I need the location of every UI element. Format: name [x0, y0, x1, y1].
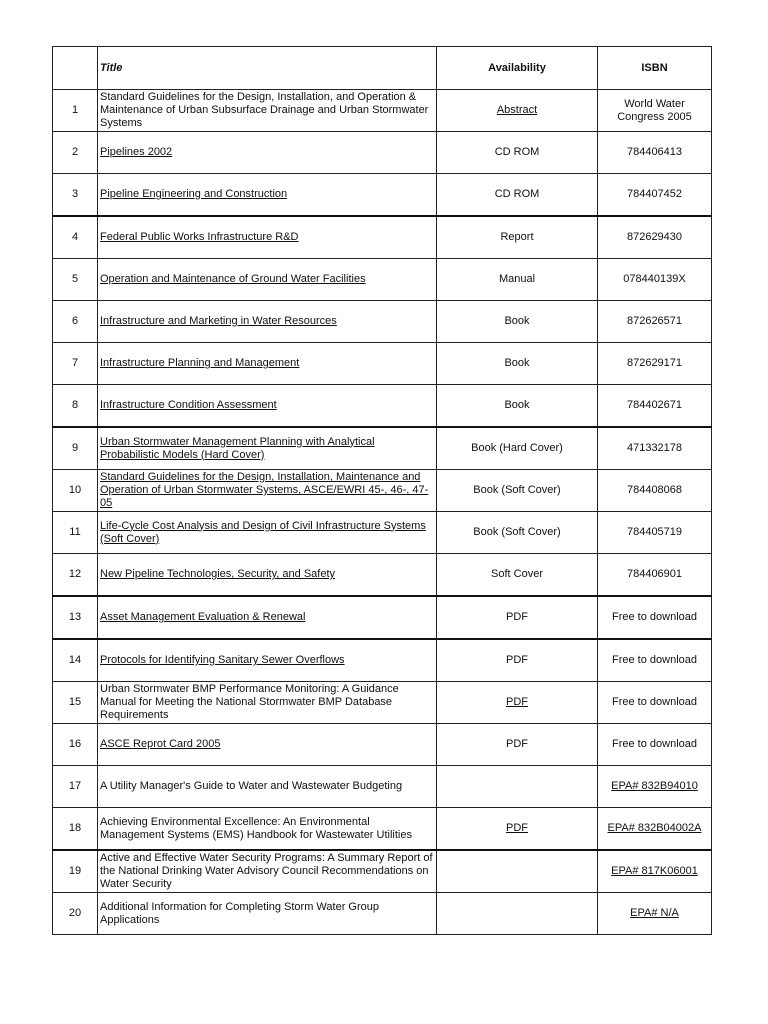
title-cell — [98, 554, 437, 597]
isbn-cell — [598, 132, 712, 174]
row-number: 3 — [53, 174, 98, 217]
table-row — [53, 512, 712, 554]
availability-text: Book — [504, 357, 530, 369]
isbn-text: 872629171 — [626, 357, 683, 369]
isbn-link[interactable]: EPA# N/A — [630, 907, 679, 919]
row-number: 17 — [53, 766, 98, 808]
isbn-cell — [598, 470, 712, 512]
row-number: 14 — [53, 639, 98, 682]
isbn-text: Free to download — [612, 654, 697, 666]
title-cell — [98, 90, 437, 132]
row-number: 8 — [53, 385, 98, 428]
isbn-text: World Water Congress 2005 — [617, 97, 692, 123]
row-number: 5 — [53, 259, 98, 301]
isbn-text: 784408068 — [626, 484, 683, 496]
availability-cell — [437, 90, 598, 132]
isbn-cell — [598, 259, 712, 301]
title-link[interactable]: Infrastructure Planning and Management — [100, 357, 300, 369]
title-cell — [98, 766, 437, 808]
availability-cell — [437, 893, 598, 935]
title-cell — [98, 512, 437, 554]
availability-text: Book (Soft Cover) — [473, 526, 561, 538]
row-number: 13 — [53, 596, 98, 639]
isbn-text: 784406901 — [626, 568, 683, 580]
availability-cell — [437, 301, 598, 343]
publications-table — [52, 46, 712, 935]
availability-text: Report — [500, 231, 534, 243]
title-cell — [98, 343, 437, 385]
title-cell — [98, 385, 437, 428]
row-number: 16 — [53, 724, 98, 766]
isbn-text: 872629430 — [626, 231, 683, 243]
title-link[interactable]: Standard Guidelines for the Design, Installation, Maintenance and Operation of Urban Stormwater Systems, ASCE/EWRI 45-, 46-, 47-05 — [100, 471, 429, 509]
title-cell — [98, 850, 437, 893]
isbn-text: Free to download — [612, 611, 697, 623]
title-link[interactable]: Infrastructure and Marketing in Water Resources — [100, 315, 337, 327]
isbn-cell — [598, 639, 712, 682]
isbn-cell — [598, 682, 712, 724]
table-row — [53, 596, 712, 639]
title-link[interactable]: Infrastructure Condition Assessment — [100, 399, 277, 411]
availability-text: PDF — [506, 611, 528, 623]
title-link[interactable]: New Pipeline Technologies, Security, and Safety — [100, 568, 336, 580]
title-cell — [98, 301, 437, 343]
table-row — [53, 427, 712, 470]
title-cell — [98, 259, 437, 301]
title-link[interactable]: Urban Stormwater Management Planning with Analytical Probabilistic Models (Hard Cover) — [100, 435, 375, 461]
isbn-text: Free to download — [612, 738, 697, 750]
row-number: 1 — [53, 90, 98, 132]
isbn-cell — [598, 343, 712, 385]
row-number: 2 — [53, 132, 98, 174]
table-row — [53, 639, 712, 682]
table-row — [53, 301, 712, 343]
availability-text: Manual — [498, 273, 536, 285]
title-text: Active and Effective Water Security Programs: A Summary Report of the National Drinking Water Advisory Council Recommendations on Water Security — [100, 852, 433, 890]
isbn-text: 784406413 — [626, 146, 683, 158]
title-link[interactable]: Federal Public Works Infrastructure R&D — [100, 231, 299, 243]
title-text: A Utility Manager's Guide to Water and Wastewater Budgeting — [100, 780, 403, 792]
availability-cell — [437, 259, 598, 301]
availability-cell — [437, 343, 598, 385]
title-link[interactable]: Asset Management Evaluation & Renewal — [100, 611, 306, 623]
isbn-text: 872626571 — [626, 315, 683, 327]
isbn-cell — [598, 893, 712, 935]
row-number: 12 — [53, 554, 98, 597]
row-number: 11 — [53, 512, 98, 554]
table-row — [53, 259, 712, 301]
table-row — [53, 385, 712, 428]
availability-text: Book — [504, 315, 530, 327]
title-cell — [98, 596, 437, 639]
availability-cell — [437, 470, 598, 512]
row-number: 18 — [53, 808, 98, 851]
title-cell — [98, 427, 437, 470]
isbn-text: 471332178 — [626, 442, 683, 454]
availability-cell — [437, 216, 598, 259]
availability-text: CD ROM — [494, 146, 540, 158]
row-number: 6 — [53, 301, 98, 343]
header-title: Title — [98, 47, 437, 90]
table-row — [53, 470, 712, 512]
row-number: 20 — [53, 893, 98, 935]
table-row — [53, 132, 712, 174]
table-row — [53, 808, 712, 851]
title-link[interactable]: Pipeline Engineering and Construction — [100, 188, 288, 200]
isbn-link[interactable]: EPA# 817K06001 — [611, 865, 698, 877]
isbn-cell — [598, 554, 712, 597]
table-row — [53, 90, 712, 132]
title-cell — [98, 174, 437, 217]
availability-link[interactable]: Abstract — [496, 104, 538, 116]
availability-text: Book (Soft Cover) — [473, 484, 561, 496]
title-cell — [98, 639, 437, 682]
header-number — [53, 47, 98, 90]
availability-cell — [437, 724, 598, 766]
availability-cell — [437, 682, 598, 724]
row-number: 15 — [53, 682, 98, 724]
title-text: Additional Information for Completing Storm Water Group Applications — [100, 900, 379, 926]
availability-cell — [437, 554, 598, 597]
isbn-cell — [598, 301, 712, 343]
isbn-cell — [598, 174, 712, 217]
availability-text: CD ROM — [494, 188, 540, 200]
isbn-cell — [598, 808, 712, 851]
title-link[interactable]: Life-Cycle Cost Analysis and Design of Civil Infrastructure Systems (Soft Cover) — [100, 519, 426, 545]
availability-cell — [437, 850, 598, 893]
table-row — [53, 174, 712, 217]
title-text: Achieving Environmental Excellence: An Environmental Management Systems (EMS) Handbook for Wastewater Utilities — [100, 815, 412, 841]
title-text: Standard Guidelines for the Design, Installation, and Operation & Maintenance of Urban Subsurface Drainage and Urban Stormwater Systems — [100, 91, 429, 129]
isbn-cell — [598, 427, 712, 470]
header-availability: Availability — [437, 47, 598, 90]
header-row — [53, 47, 712, 90]
isbn-cell — [598, 724, 712, 766]
title-cell — [98, 682, 437, 724]
availability-cell — [437, 427, 598, 470]
table-row — [53, 682, 712, 724]
isbn-link[interactable]: EPA# 832B04002A — [607, 822, 702, 834]
table-row — [53, 724, 712, 766]
isbn-cell — [598, 385, 712, 428]
title-link[interactable]: ASCE Reprot Card 2005 — [100, 738, 221, 750]
isbn-cell — [598, 596, 712, 639]
row-number: 4 — [53, 216, 98, 259]
availability-link[interactable]: PDF — [506, 696, 528, 708]
isbn-text: 784405719 — [626, 526, 683, 538]
availability-cell — [437, 174, 598, 217]
availability-cell — [437, 808, 598, 851]
row-number: 10 — [53, 470, 98, 512]
isbn-text: Free to download — [612, 696, 697, 708]
table-row — [53, 554, 712, 597]
header-isbn: ISBN — [598, 47, 712, 90]
table-row — [53, 343, 712, 385]
availability-cell — [437, 639, 598, 682]
table-row — [53, 766, 712, 808]
table-row — [53, 216, 712, 259]
title-cell — [98, 724, 437, 766]
table-row — [53, 893, 712, 935]
title-cell — [98, 216, 437, 259]
availability-cell — [437, 512, 598, 554]
isbn-cell — [598, 850, 712, 893]
row-number: 7 — [53, 343, 98, 385]
isbn-cell — [598, 90, 712, 132]
title-cell — [98, 893, 437, 935]
title-cell — [98, 132, 437, 174]
isbn-link[interactable]: EPA# 832B94010 — [611, 780, 698, 792]
availability-cell — [437, 385, 598, 428]
title-link[interactable]: Protocols for Identifying Sanitary Sewer Overflows — [100, 654, 345, 666]
row-number: 9 — [53, 427, 98, 470]
isbn-text: 078440139X — [623, 273, 686, 285]
availability-text: Book — [504, 399, 530, 411]
title-link[interactable]: Operation and Maintenance of Ground Water Facilities — [100, 273, 366, 285]
availability-cell — [437, 132, 598, 174]
title-text: Urban Stormwater BMP Performance Monitoring: A Guidance Manual for Meeting the National Stormwater BMP Database Requirements — [100, 683, 399, 721]
isbn-text: 784402671 — [626, 399, 683, 411]
availability-cell — [437, 766, 598, 808]
table-row — [53, 850, 712, 893]
title-cell — [98, 808, 437, 851]
isbn-text: 784407452 — [626, 188, 683, 200]
isbn-cell — [598, 512, 712, 554]
title-link[interactable]: Pipelines 2002 — [100, 146, 173, 158]
isbn-cell — [598, 216, 712, 259]
availability-text: Book (Hard Cover) — [471, 442, 563, 454]
availability-text: Soft Cover — [491, 568, 543, 580]
title-cell — [98, 470, 437, 512]
availability-text: PDF — [506, 654, 528, 666]
availability-text: PDF — [506, 738, 528, 750]
availability-link[interactable]: PDF — [506, 822, 528, 834]
availability-cell — [437, 596, 598, 639]
isbn-cell — [598, 766, 712, 808]
row-number: 19 — [53, 850, 98, 893]
